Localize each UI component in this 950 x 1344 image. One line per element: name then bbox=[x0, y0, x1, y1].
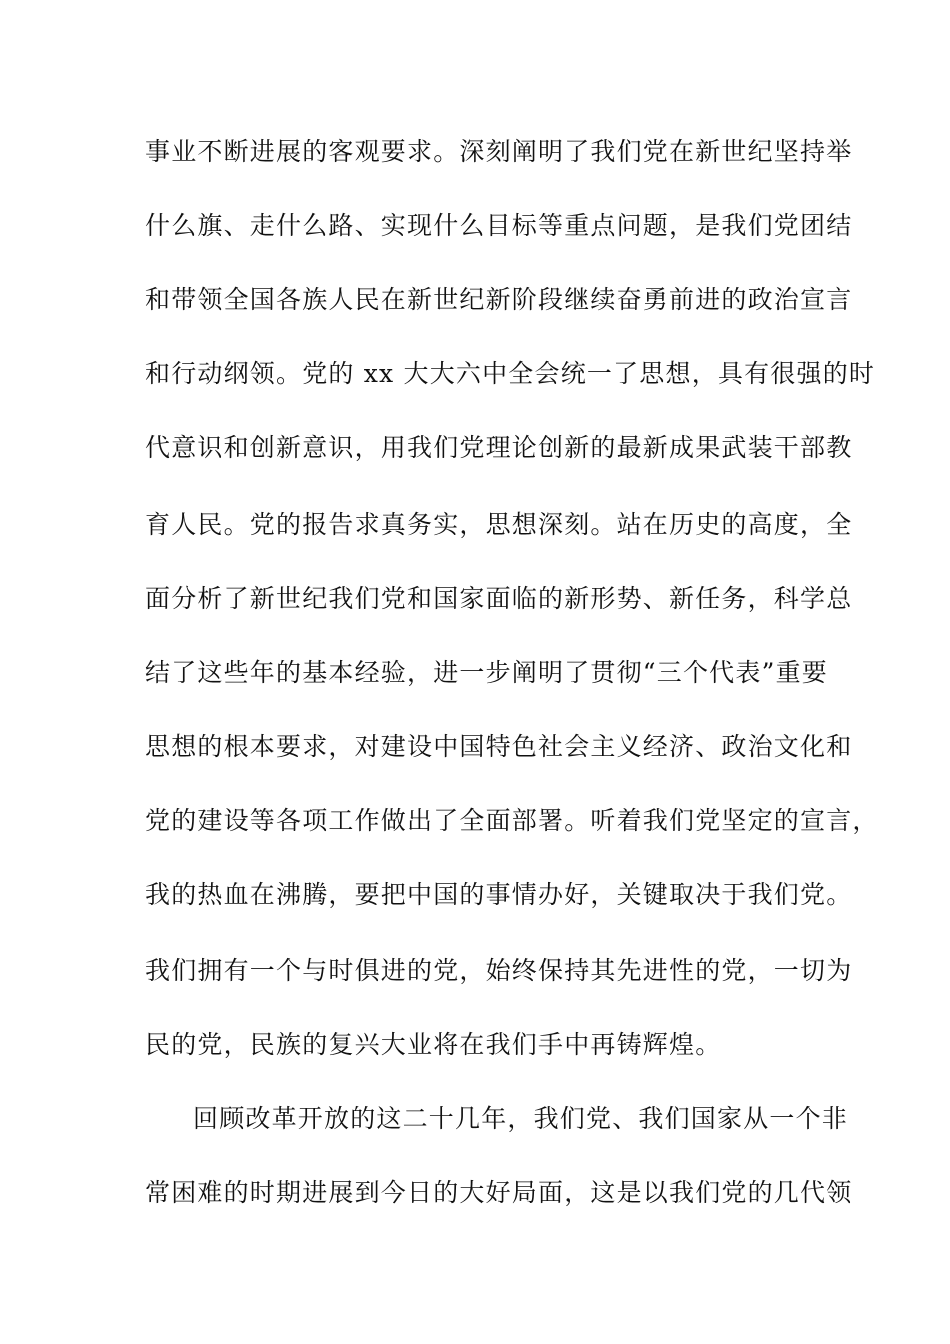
text-line: 面分析了新世纪我们党和国家面临的新形势、新任务，科学总 bbox=[145, 584, 853, 613]
text-line: 事业不断进展的客观要求。深刻阐明了我们党在新世纪坚持举 bbox=[145, 137, 853, 166]
text-line: 和行动纲领。党的 xx 大大六中全会统一了思想，具有很强的时 bbox=[145, 359, 876, 388]
text-line: 什么旗、走什么路、实现什么目标等重点问题，是我们党团结 bbox=[145, 211, 853, 240]
text-line: 民的党，民族的复兴大业将在我们手中再铸辉煌。 bbox=[145, 1030, 722, 1059]
text-line: 代意识和创新意识，用我们党理论创新的最新成果武装干部教 bbox=[145, 433, 853, 462]
text-line: 我的热血在沸腾，要把中国的事情办好，关键取决于我们党。 bbox=[145, 880, 853, 909]
text-line: 常困难的时期进展到今日的大好局面，这是以我们党的几代领 bbox=[145, 1178, 853, 1207]
text-line: 育人民。党的报告求真务实，思想深刻。站在历史的高度，全 bbox=[145, 510, 853, 539]
paragraph-first-line: 回顾改革开放的这二十几年，我们党、我们国家从一个非 bbox=[193, 1104, 849, 1133]
text-line: 和带领全国各族人民在新世纪新阶段继续奋勇前进的政治宣言 bbox=[145, 285, 853, 314]
text-line: 我们拥有一个与时俱进的党，始终保持其先进性的党，一切为 bbox=[145, 956, 853, 985]
text-line: 党的建设等各项工作做出了全面部署。听着我们党坚定的宣言， bbox=[145, 806, 879, 835]
text-line: 结了这些年的基本经验，进一步阐明了贯彻“三个代表”重要 bbox=[145, 658, 828, 687]
text-line: 思想的根本要求，对建设中国特色社会主义经济、政治文化和 bbox=[145, 732, 853, 761]
